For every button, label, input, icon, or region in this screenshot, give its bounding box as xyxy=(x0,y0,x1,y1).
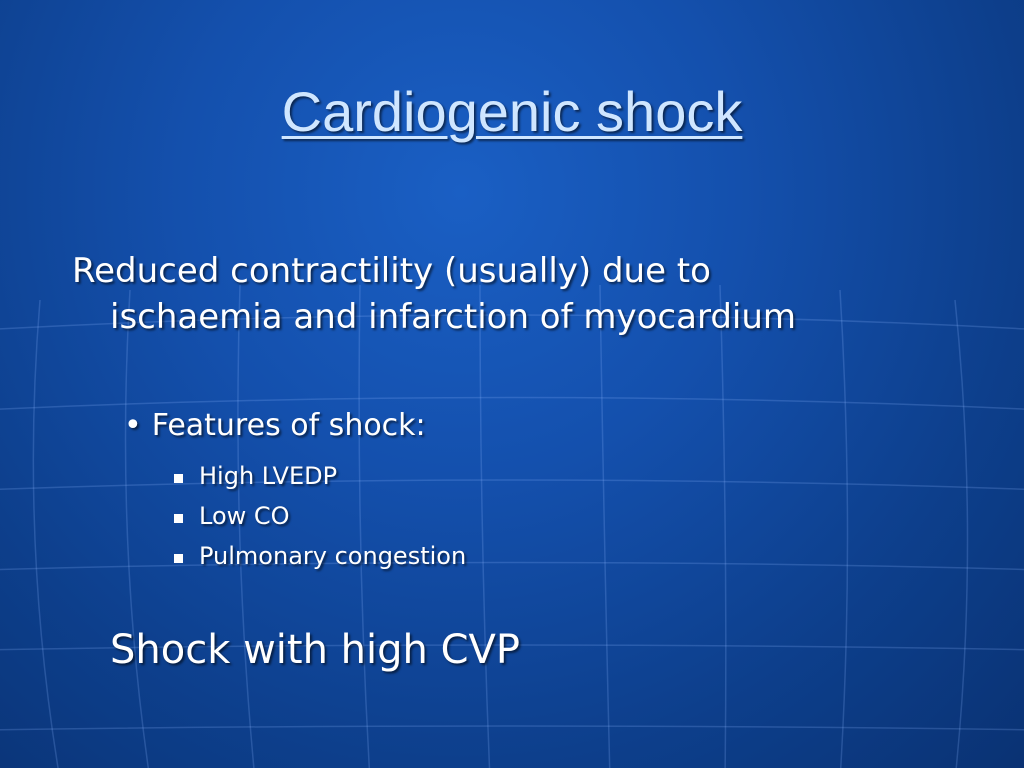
main-paragraph xyxy=(72,248,972,340)
list-item-label: High LVEDP xyxy=(199,462,338,490)
list-item xyxy=(174,456,466,496)
list-item-label: Low CO xyxy=(199,502,290,530)
list-item xyxy=(174,536,466,576)
square-bullet-icon xyxy=(174,554,183,563)
square-bullet-icon xyxy=(174,514,183,523)
features-list xyxy=(174,456,466,576)
list-item xyxy=(174,496,466,536)
paragraph-line-2: ischaemia and infarction of myocardium xyxy=(110,297,797,337)
paragraph-line-1: Reduced contractility (usually) due to xyxy=(72,251,711,291)
square-bullet-icon xyxy=(174,474,183,483)
slide-title: Cardiogenic shock xyxy=(281,80,743,143)
list-item-label: Pulmonary congestion xyxy=(199,542,467,570)
bullet-dot-icon: • xyxy=(124,408,142,443)
closing-statement: Shock with high CVP xyxy=(110,627,520,673)
features-bullet xyxy=(124,406,426,446)
features-label: Features of shock: xyxy=(151,408,426,443)
